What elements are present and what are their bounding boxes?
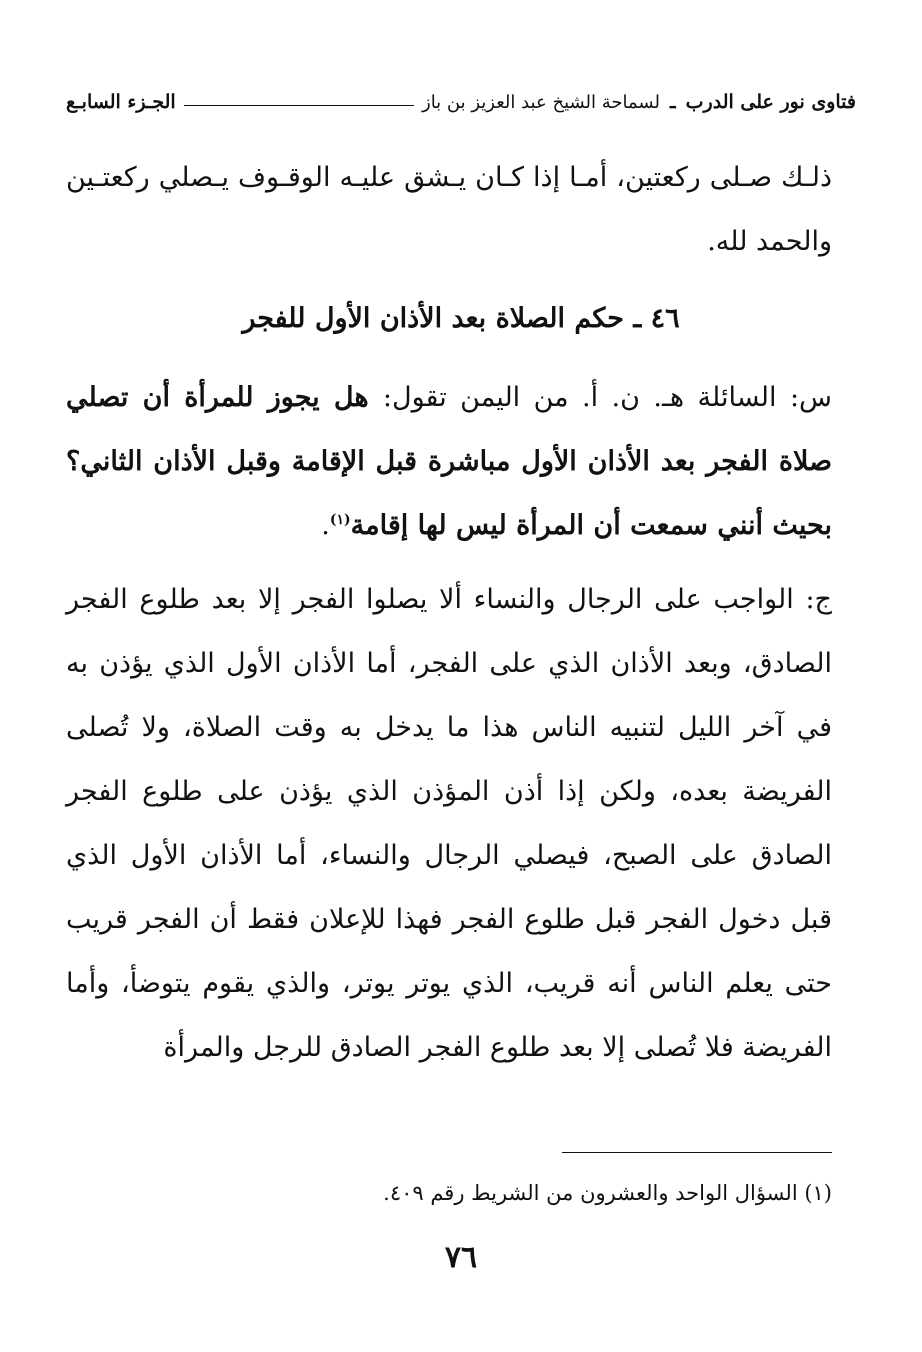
- continued-paragraph: ذلـك صـلى ركعتين، أمـا إذا كـان يـشق عليـه الوقـوف يـصلي ركعتـين والحمد لله.: [66, 162, 832, 257]
- section-heading: ٤٦ ـ حكم الصلاة بعد الأذان الأول للفجر: [242, 303, 680, 334]
- running-header: [66, 84, 856, 120]
- question-end: .: [321, 510, 330, 541]
- header-title-group: [422, 91, 856, 113]
- question-paragraph: [66, 366, 832, 558]
- answer-paragraph: ج: الواجب على الرجال والنساء ألا يصلوا الفجر إلا بعد طلوع الفجر الصادق، وبعد الأذان الذي على الفجر، أما الأذان الأول الذي يؤذن به في آخر الليل لتنبيه الناس هذا ما يدخل به وقت الصلاة، ولا تُصلى الفريضة بعده، ولكن إذا أذن المؤذن الذي يؤذن على طلوع الفجر الصادق على الصبح، فيصلي الرجال والنساء، أما الأذان الأول الذي قبل دخول الفجر قبل طلوع الفجر فهذا للإعلان فقط أن الفجر قريب حتى يعلم الناس أنه قريب، الذي يوتر يوتر، والذي يقوم يتوضأ، وأما الفريضة فلا تُصلى إلا بعد طلوع الفجر الصادق للرجل والمرأة: [66, 584, 832, 1063]
- footnote: (١) السؤال الواحد والعشرون من الشريط رقم ٤٠٩.: [383, 1181, 832, 1205]
- footnote-reference[interactable]: (١): [329, 512, 351, 528]
- header-author: لسماحة الشيخ عبد العزيز بن باز: [422, 92, 660, 113]
- header-part: الجـزء السابـع: [66, 91, 176, 113]
- footnote-separator: [562, 1152, 832, 1153]
- page-number: ٧٦: [444, 1240, 478, 1275]
- question-prefix: س: السائلة هـ. ن. أ. من اليمن تقول:: [382, 382, 832, 413]
- question-text: هل يجوز للمرأة أن تصلي صلاة الفجر بعد الأذان الأول مباشرة قبل الإقامة وقبل الأذان الثاني؟ بحيث أنني سمعت أن المرأة ليس لها إقامة: [66, 382, 832, 541]
- header-book-title: فتاوى نور على الدرب: [685, 91, 856, 113]
- header-dash: ـ: [670, 91, 676, 113]
- header-rule: [184, 105, 414, 106]
